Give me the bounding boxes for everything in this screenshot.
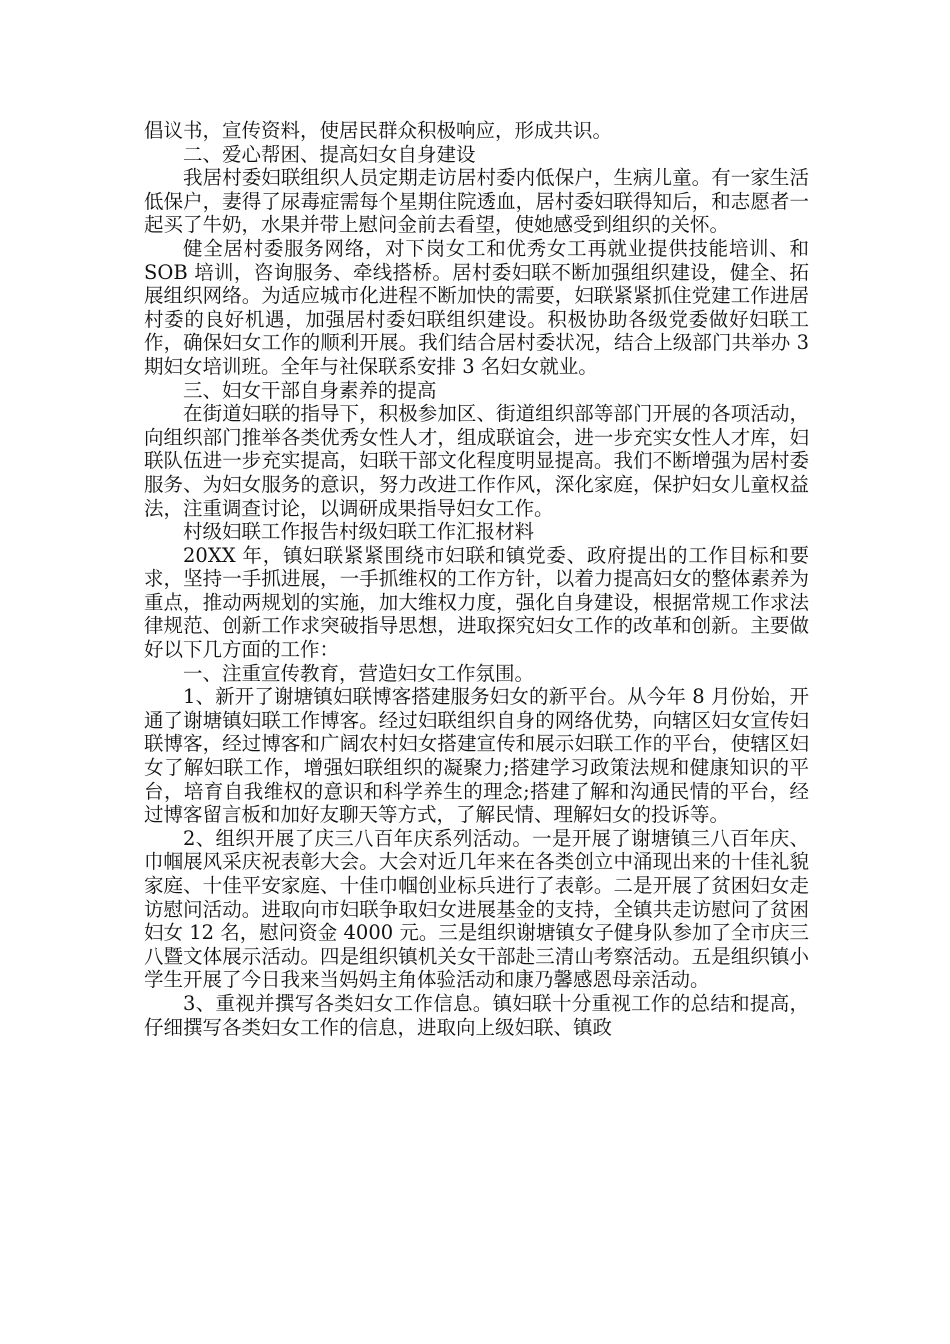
- section-heading-2: 二、爱心帮困、提高妇女自身建设: [183, 142, 476, 166]
- section-heading-3: 三、妇女干部自身素养的提高: [183, 378, 437, 402]
- paragraph-8: 20XX 年，镇妇联紧紧围绕市妇联和镇党委、政府提出的工作目标和要求，坚持一手抓进展，一手抓维权的工作方针，以着力提高妇女的整体素养为重点，推动两规划的实施，加大维权力度，强化自身建设，根据常规工作求法律规范、创新工作求突破指导思想，进取探究妇女工作的改革和创新。主要做好以下几方面的工作：: [144, 543, 809, 662]
- document-subtitle: 村级妇联工作报告村级妇联工作汇报材料: [183, 520, 535, 544]
- paragraph-3: 我居村委妇联组织人员定期走访居村委内低保户，生病儿童。有一家生活低保户，妻得了尿毒症需每个星期住院透血，居村委妇联得知后，和志愿者一起买了牛奶，水果并带上慰问金前去看望，使她感受到组织的关怀。: [144, 166, 809, 237]
- paragraph-1: 倡议书，宣传资料，使居民群众积极响应，形成共识。: [144, 119, 613, 142]
- document-body: [144, 119, 809, 1039]
- paragraph-12: 3、重视并撰写各类妇女工作信息。镇妇联十分重视工作的总结和提高，仔细撰写各类妇女工作的信息，进取向上级妇联、镇政: [144, 991, 809, 1039]
- section-heading-1b: 一、注重宣传教育，营造妇女工作氛围。: [183, 661, 535, 685]
- paragraph-4: 健全居村委服务网络，对下岗女工和优秀女工再就业提供技能培训、和 SOB 培训，咨询服务、牵线搭桥。居村委妇联不断加强组织建设，健全、拓展组织网络。为适应城市化进程不断加快的需要，妇联紧紧抓住党建工作进居村委的良好机遇，加强居村委妇联组织建设。积极协助各级党委做好妇联工作，确保妇女工作的顺利开展。我们结合居村委状况，结合上级部门共举办 3 期妇女培训班。全年与社保联系安排 3 名妇女就业。: [144, 236, 809, 378]
- paragraph-11: 2、组织开展了庆三八百年庆系列活动。一是开展了谢塘镇三八百年庆、巾帼展风采庆祝表彰大会。大会对近几年来在各类创立中涌现出来的十佳礼貌家庭、十佳平安家庭、十佳巾帼创业标兵进行了表彰。二是开展了贫困妇女走访慰问活动。进取向市妇联争取妇女进展基金的支持，全镇共走访慰问了贫困妇女 12 名，慰问资金 4000 元。三是组织谢塘镇女子健身队参加了全市庆三八暨文体展示活动。四是组织镇机关女干部赴三清山考察活动。五是组织镇小学生开展了今日我来当妈妈主角体验活动和康乃馨感恩母亲活动。: [144, 826, 809, 992]
- paragraph-6: 在街道妇联的指导下，积极参加区、街道组织部等部门开展的各项活动，向组织部门推举各类优秀女性人才，组成联谊会，进一步充实女性人才库，妇联队伍进一步充实提高，妇联干部文化程度明显提高。我们不断增强为居村委服务、为妇女服务的意识，努力改进工作作风，深化家庭，保护妇女儿童权益法，注重调查讨论，以调研成果指导妇女工作。: [144, 402, 809, 520]
- paragraph-10: 1、新开了谢塘镇妇联博客搭建服务妇女的新平台。从今年 8 月份始，开通了谢塘镇妇联工作博客。经过妇联组织自身的网络优势，向辖区妇女宣传妇联博客，经过博客和广阔农村妇女搭建宣传和展示妇联工作的平台，使辖区妇女了解妇联工作，增强妇联组织的凝聚力;搭建学习政策法规和健康知识的平台，培育自我维权的意识和科学养生的理念;搭建了解和沟通民情的平台，经过博客留言板和加好友聊天等方式，了解民情、理解妇女的投诉等。: [144, 685, 809, 827]
